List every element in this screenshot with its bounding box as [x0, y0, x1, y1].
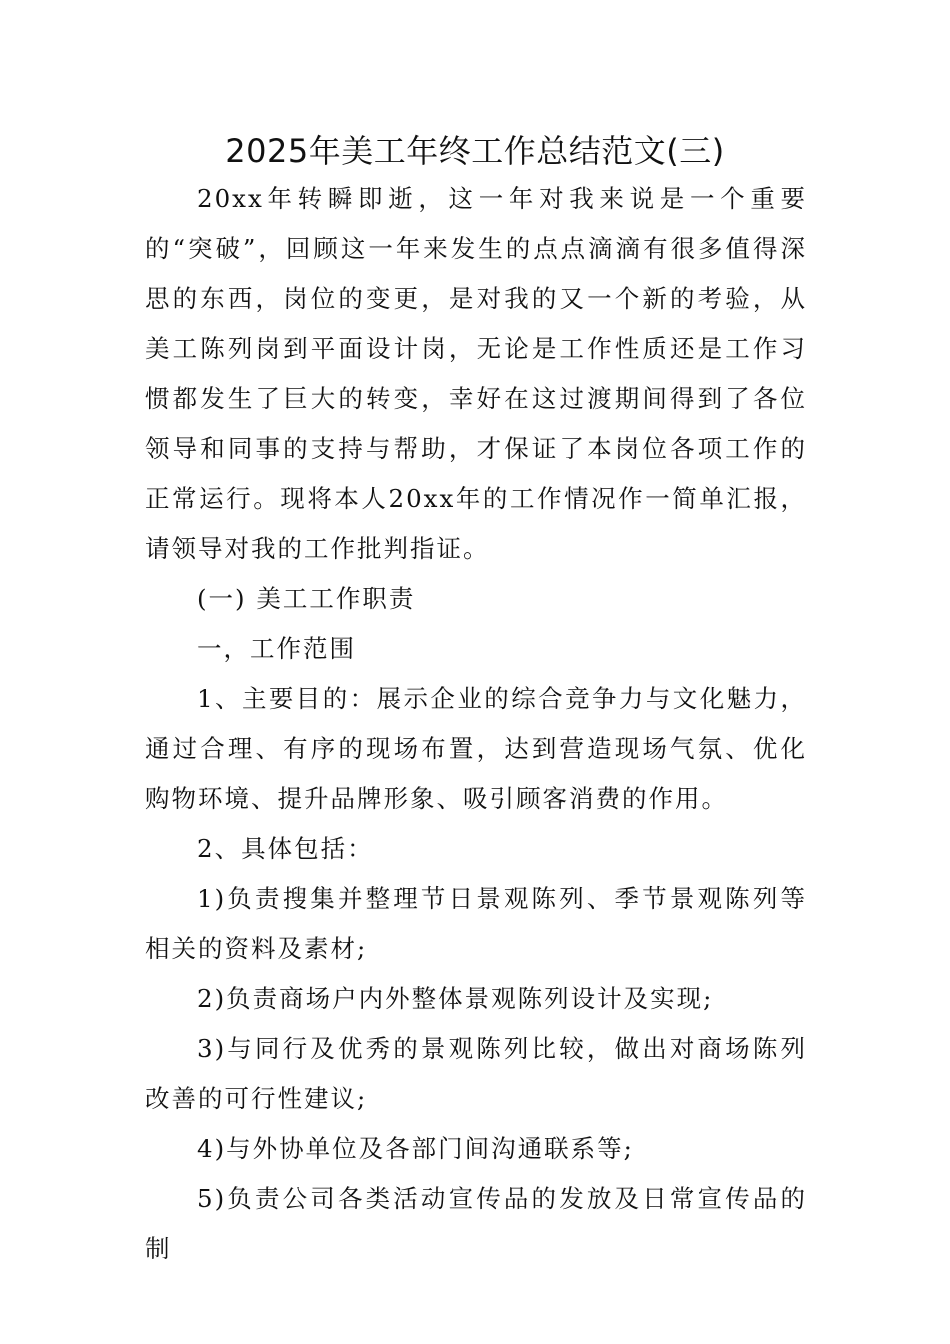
list-item: 5)负责公司各类活动宣传品的发放及日常宣传品的制 — [145, 1184, 807, 1263]
list-item: 2)负责商场户内外整体景观陈列设计及实现; — [197, 984, 714, 1013]
list-item: 4)与外协单位及各部门间沟通联系等; — [197, 1134, 634, 1163]
subsection-heading: 一，工作范围 — [197, 634, 356, 663]
list-item: 1、主要目的：展示企业的综合竞争力与文化魅力，通过合理、有序的现场布置，达到营造现场气氛、优化购物环境、提升品牌形象、吸引顾客消费的作用。 — [145, 684, 807, 813]
section-heading: (一) 美工工作职责 — [197, 584, 416, 613]
document-body — [145, 174, 807, 1274]
document-title: 2025年美工年终工作总结范文(三) — [225, 132, 725, 170]
list-item: 2、具体包括： — [197, 834, 374, 863]
intro-paragraph: 20xx年转瞬即逝，这一年对我来说是一个重要的“突破”，回顾这一年来发生的点点滴滴有很多值得深思的东西，岗位的变更，是对我的又一个新的考验，从美工陈列岗到平面设计岗，无论是工作性质还是工作习惯都发生了巨大的转变，幸好在这过渡期间得到了各位领导和同事的支持与帮助，才保证了本岗位各项工作的正常运行。现将本人20xx年的工作情况作一简单汇报，请领导对我的工作批判指证。 — [145, 184, 807, 563]
list-item: 3)与同行及优秀的景观陈列比较，做出对商场陈列改善的可行性建议; — [145, 1034, 807, 1113]
list-item: 1)负责搜集并整理节日景观陈列、季节景观陈列等相关的资料及素材; — [145, 884, 807, 963]
